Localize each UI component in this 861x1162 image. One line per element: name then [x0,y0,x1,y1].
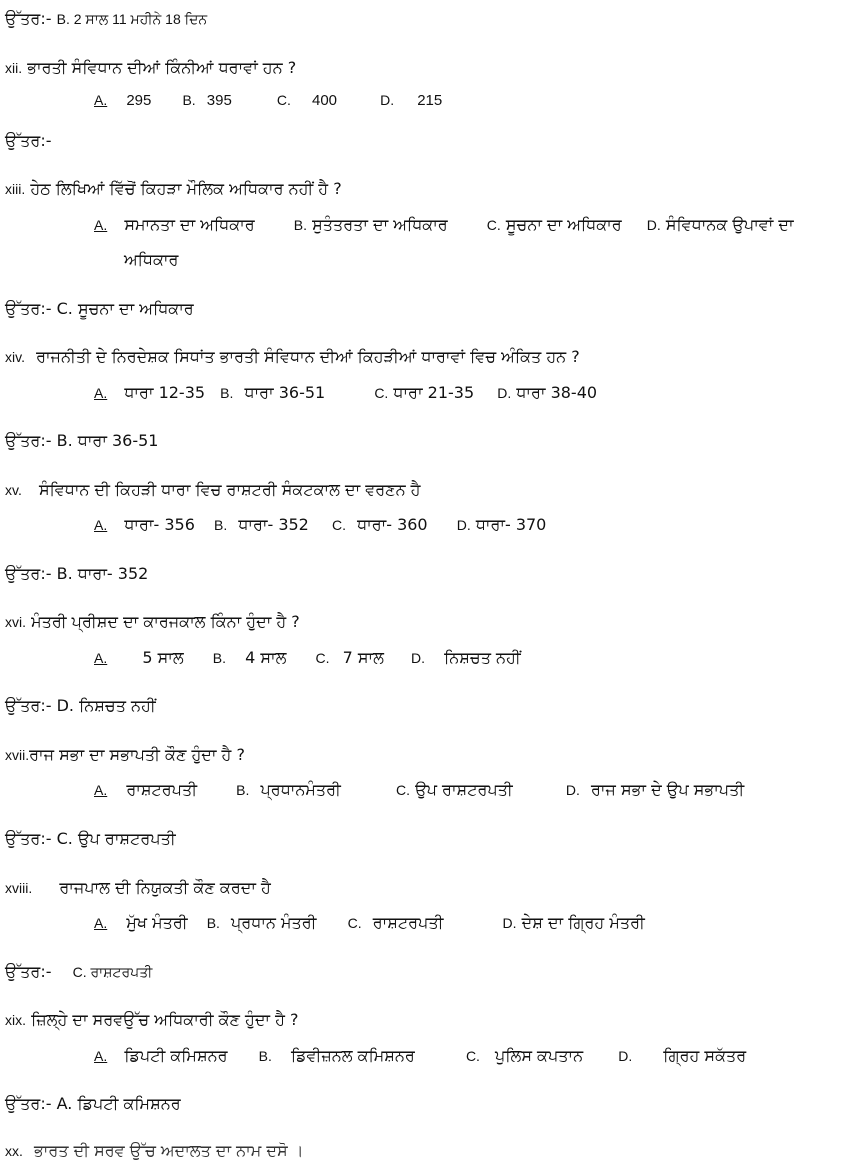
options-15 [94,514,546,536]
options-16 [94,647,521,669]
question-text: ਸੰਵਿਧਾਨ ਦੀ ਕਿਹੜੀ ਧਾਰਾ ਵਿਚ ਰਾਸ਼ਟਰੀ ਸੰਕਟਕਾਲ ਦਾ ਵਰਣਨ ਹੈ [38,480,421,499]
answer-label: ਉੱਤਰ:- [5,829,52,848]
option-c: 400 [312,92,338,109]
option-letter-d: D. [456,517,471,533]
option-b: 4 ਸਾਲ [245,648,287,667]
answer-label: ਉੱਤਰ:- [5,431,52,450]
option-d-wrap: ਅਧਿਕਾਰ [124,250,179,269]
answer-line-11 [5,8,207,30]
question-number: xv. [5,482,22,498]
option-letter-c: C. [315,650,330,666]
option-c: ਧਾਰਾ- 360 [357,515,428,534]
option-letter-c: C. [331,517,346,533]
option-c: ਧਾਰਾ 21-35 [393,383,475,402]
option-letter-a: A. [94,782,108,798]
answer-label: ਉੱਤਰ:- [5,1094,52,1113]
option-letter-b: B. [213,517,228,533]
question-number: xvii. [5,747,30,763]
answer-text: C. ਸੂਚਨਾ ਦਾ ਅਧਿਕਾਰ [56,299,194,318]
question-text: ਜ਼ਿਲ੍ਹੇ ਦਾ ਸਰਵਉੱਚ ਅਧਿਕਾਰੀ ਕੌਣ ਹੁੰਦਾ ਹੈ ? [31,1010,299,1029]
answer-label: ਉੱਤਰ:- [5,696,52,715]
question-number: xviii. [5,880,33,896]
option-c: ਸੂਚਨਾ ਦਾ ਅਧਿਕਾਰ [505,215,622,234]
answer-line-18 [5,961,152,983]
option-letter-c: C. [276,92,291,108]
answer-line-13 [5,298,194,320]
option-letter-c: C. [374,385,389,401]
option-letter-d: D. [565,782,580,798]
option-d-continued [124,249,178,271]
option-b: ਸੁਤੰਤਰਤਾ ਦਾ ਅਧਿਕਾਰ [312,215,448,234]
answer-text: C. ਰਾਸ਼ਟਰਪਤੀ [72,964,153,980]
option-a: ਰਾਸ਼ਟਰਪਤੀ [126,780,198,799]
option-a: ਧਾਰਾ 12-35 [124,383,206,402]
option-b: ਡਿਵੀਜ਼ਨਲ ਕਮਿਸ਼ਨਰ [290,1046,415,1065]
question-12 [5,57,296,79]
option-b: ਪ੍ਰਧਾਨਮੰਤਰੀ [260,780,341,799]
option-letter-d: D. [618,1048,633,1064]
option-b: ਧਾਰਾ 36-51 [244,383,326,402]
answer-label: ਉੱਤਰ:- [5,564,52,583]
question-text: ਰਾਜ ਸਭਾ ਦਾ ਸਭਾਪਤੀ ਕੌਣ ਹੁੰਦਾ ਹੈ ? [29,745,245,764]
answer-line-12 [5,130,52,152]
answer-text: B. 2 ਸਾਲ 11 ਮਹੀਨੇ 18 ਦਿਨ [56,11,208,27]
question-text: ਭਾਰਤ ਦੀ ਸਰਵ ਉੱਚ ਅਦਾਲਤ ਦਾ ਨਾਮ ਦਸੋ । [33,1141,304,1160]
question-19 [5,1009,299,1031]
answer-line-17 [5,828,176,850]
question-text: ਰਾਜਪਾਲ ਦੀ ਨਿਯੁਕਤੀ ਕੌਣ ਕਰਦਾ ਹੈ [59,878,271,897]
option-letter-d: D. [497,385,512,401]
option-letter-b: B. [212,650,226,666]
options-12 [94,89,442,112]
option-a: ਧਾਰਾ- 356 [124,515,195,534]
option-letter-a: A. [94,385,108,401]
question-20 [5,1140,303,1162]
option-d: ਸੰਵਿਧਾਨਕ ਉਪਾਵਾਂ ਦਾ [665,215,794,234]
option-letter-c: C. [465,1048,480,1064]
option-d: ਰਾਜ ਸਭਾ ਦੇ ਉਪ ਸਭਾਪਤੀ [590,780,745,799]
question-text: ਹੇਠ ਲਿਖਿਆਂ ਵਿੱਚੋਂ ਕਿਹੜਾ ਮੌਲਿਕ ਅਧਿਕਾਰ ਨਹੀਂ ਹੈ ? [30,179,342,198]
option-d: ਧਾਰਾ 38-40 [516,383,598,402]
question-text: ਮੰਤਰੀ ਪ੍ਰੀਸ਼ਦ ਦਾ ਕਾਰਜਕਾਲ ਕਿੰਨਾ ਹੁੰਦਾ ਹੈ ? [31,612,300,631]
option-letter-a: A. [94,650,108,666]
question-number: xii. [5,60,23,76]
options-13 [94,214,794,236]
option-letter-a: A. [94,517,108,533]
option-d: ਗ੍ਰਿਹ ਸਕੱਤਰ [663,1046,747,1065]
answer-text: B. ਧਾਰਾ- 352 [56,564,149,583]
options-17 [94,779,744,801]
options-14 [94,382,597,404]
answer-line-19 [5,1093,181,1115]
options-19 [94,1045,746,1067]
option-letter-a: A. [94,1048,108,1064]
answer-line-14 [5,430,159,452]
option-d: ਧਾਰਾ- 370 [475,515,547,534]
question-number: xix. [5,1012,26,1028]
option-letter-d: D. [646,217,661,233]
question-number: xx. [5,1143,23,1159]
option-letter-b: B. [258,1048,272,1064]
answer-label: ਉੱਤਰ:- [5,131,52,150]
option-letter-a: A. [94,915,108,931]
answer-text: D. ਨਿਸ਼ਚਤ ਨਹੀਂ [56,696,156,715]
answer-line-16 [5,695,156,717]
option-letter-c: C. [395,782,410,798]
option-letter-b: B. [236,782,250,798]
question-15 [5,479,421,501]
option-c: ਰਾਸ਼ਟਰਪਤੀ [372,913,444,932]
answer-text: C. ਉਪ ਰਾਸ਼ਟਰਪਤੀ [56,829,176,848]
question-14 [5,346,580,368]
answer-label: ਉੱਤਰ:- [5,962,52,981]
answer-label: ਉੱਤਰ:- [5,299,52,318]
option-a: 5 ਸਾਲ [142,648,184,667]
option-letter-a: A. [94,217,108,233]
option-letter-d: D. [411,650,426,666]
option-letter-c: C. [486,217,501,233]
option-d: ਨਿਸ਼ਚਤ ਨਹੀਂ [444,648,521,667]
option-letter-b: B. [206,915,220,931]
option-a: ਮੁੱਖ ਮੰਤਰੀ [126,913,188,932]
option-letter-b: B. [293,217,307,233]
answer-text: A. ਡਿਪਟੀ ਕਮਿਸ਼ਨਰ [56,1094,181,1113]
option-a: 295 [126,92,152,109]
answer-text: B. ਧਾਰਾ 36-51 [56,431,159,450]
option-b: ਪ੍ਰਧਾਨ ਮੰਤਰੀ [231,913,317,932]
option-letter-d: D. [380,92,395,108]
option-b: ਧਾਰਾ- 352 [238,515,309,534]
option-letter-b: B. [182,92,196,108]
question-number: xiii. [5,181,26,197]
option-b: 395 [206,92,232,109]
question-text: ਭਾਰਤੀ ਸੰਵਿਧਾਨ ਦੀਆਂ ਕਿੰਨੀਆਂ ਧਰਾਵਾਂ ਹਨ ? [27,58,297,77]
question-number: xvi. [5,614,26,630]
option-letter-d: D. [502,915,517,931]
option-d: ਦੇਸ਼ ਦਾ ਗ੍ਰਿਹ ਮੰਤਰੀ [521,913,645,932]
option-a: ਸਮਾਨਤਾ ਦਾ ਅਧਿਕਾਰ [124,215,255,234]
options-18 [94,912,645,934]
answer-label: ਉੱਤਰ:- [5,9,52,28]
question-17 [5,744,245,766]
question-number: xiv. [5,349,25,365]
option-letter-c: C. [347,915,362,931]
question-text: ਰਾਜਨੀਤੀ ਦੇ ਨਿਰਦੇਸ਼ਕ ਸਿਧਾਂਤ ਭਾਰਤੀ ਸੰਵਿਧਾਨ ਦੀਆਂ ਕਿਹੜੀਆਂ ਧਾਰਾਵਾਂ ਵਿਚ ਅੰਕਿਤ ਹਨ ? [36,347,580,366]
answer-line-15 [5,563,148,585]
option-letter-a: A. [94,92,108,108]
option-a: ਡਿਪਟੀ ਕਮਿਸ਼ਨਰ [124,1046,228,1065]
option-d: 215 [417,92,443,109]
option-letter-b: B. [220,385,234,401]
option-c: ਪੁਲਿਸ ਕਪਤਾਨ [495,1046,584,1065]
question-13 [5,178,342,200]
option-c: ਉਪ ਰਾਸ਼ਟਰਪਤੀ [415,780,513,799]
question-16 [5,611,300,633]
question-18 [5,877,271,899]
option-c: 7 ਸਾਲ [342,648,384,667]
